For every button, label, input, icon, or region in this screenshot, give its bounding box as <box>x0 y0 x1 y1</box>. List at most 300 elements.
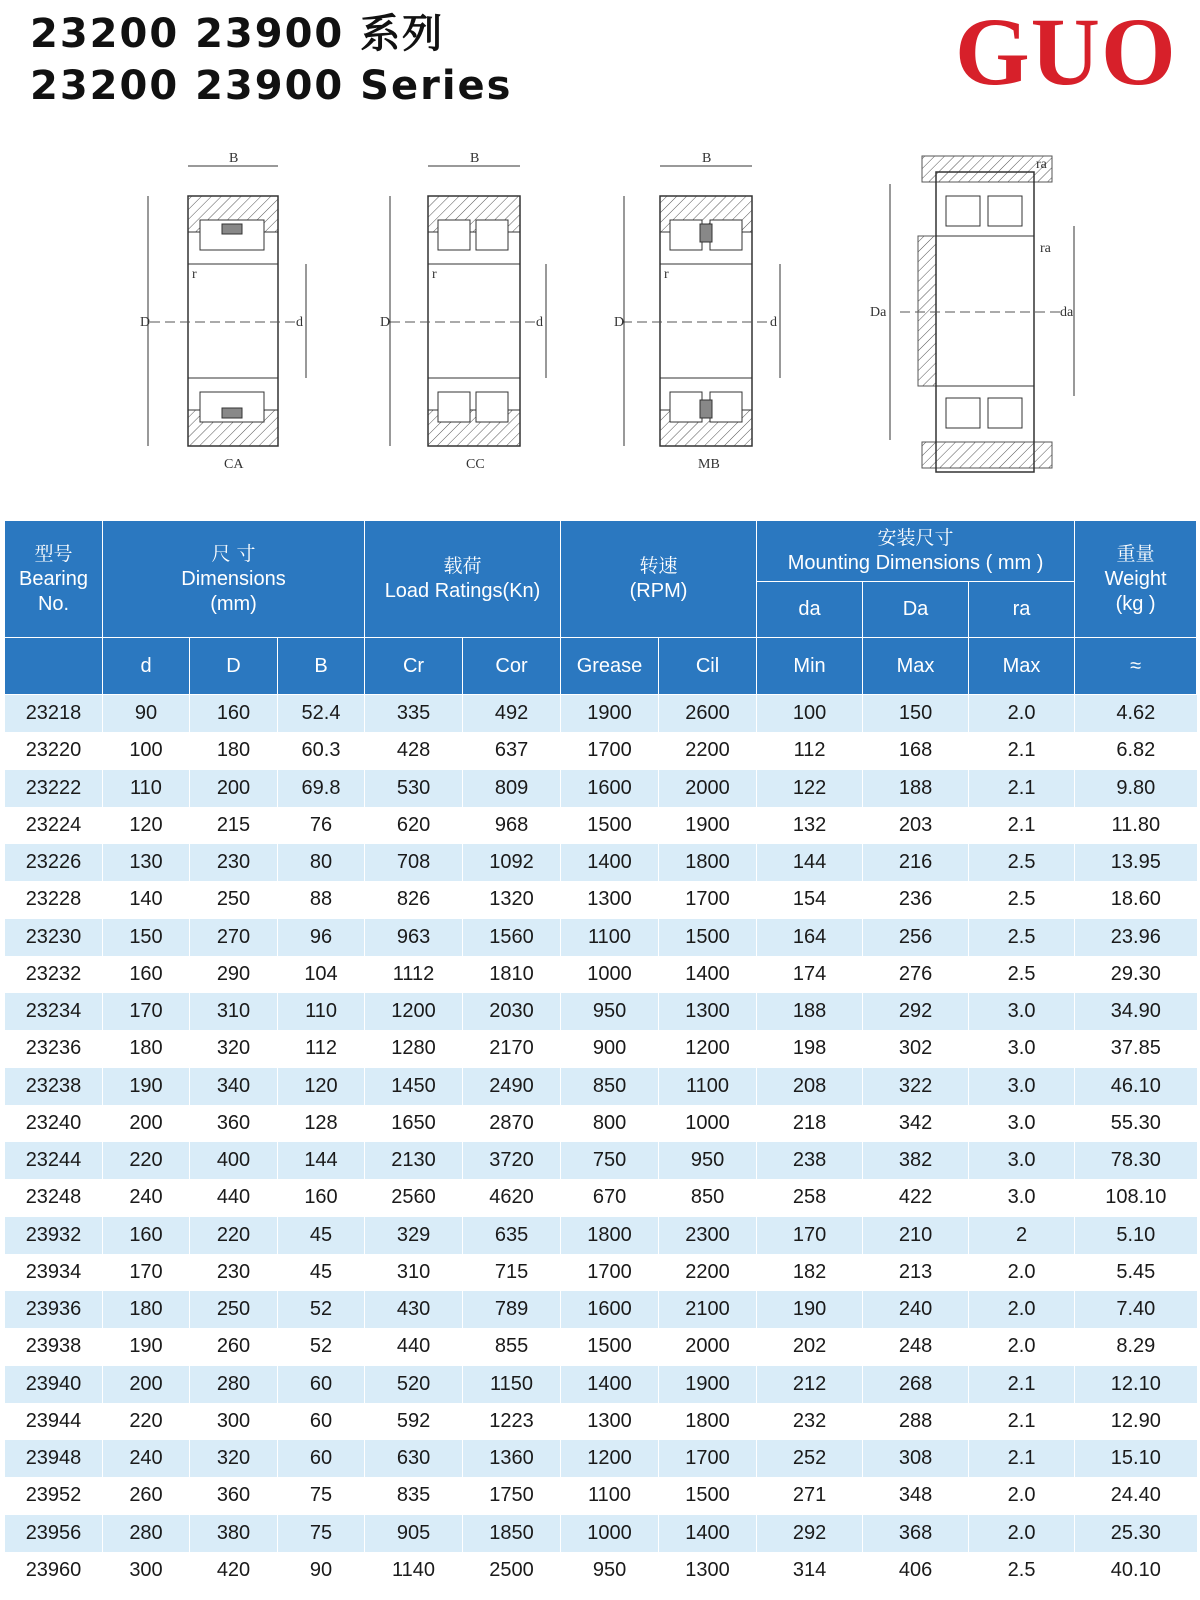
cell-cr: 905 <box>365 1515 463 1552</box>
cell-Da-max: 268 <box>863 1366 969 1403</box>
table-row <box>5 1515 1197 1552</box>
cell-cor: 2870 <box>463 1105 561 1142</box>
cell-B: 52 <box>278 1291 365 1328</box>
cell-Da-max: 216 <box>863 844 969 881</box>
cell-B: 128 <box>278 1105 365 1142</box>
header-bearing-no: 型号 Bearing No. <box>5 521 103 638</box>
brand-logo: GUO <box>955 0 1177 105</box>
cell-da-min: 271 <box>757 1477 863 1514</box>
header-da: da <box>757 582 863 638</box>
cell-cor: 1810 <box>463 956 561 993</box>
cell-D: 380 <box>190 1515 278 1552</box>
header-mounting: 安装尺寸 Mounting Dimensions ( mm ) <box>757 521 1075 582</box>
cell-cor: 1850 <box>463 1515 561 1552</box>
cell-B: 60 <box>278 1403 365 1440</box>
cell-B: 60.3 <box>278 732 365 769</box>
cell-Da-max: 188 <box>863 770 969 807</box>
cell-d: 150 <box>103 919 190 956</box>
cell-D: 230 <box>190 844 278 881</box>
cell-bearing-no: 23222 <box>5 770 103 807</box>
cell-weight: 55.30 <box>1075 1105 1197 1142</box>
cell-ra-max: 2.5 <box>969 844 1075 881</box>
cell-da-min: 232 <box>757 1403 863 1440</box>
cell-ra-max: 2.0 <box>969 1291 1075 1328</box>
cell-d: 180 <box>103 1030 190 1067</box>
header-ra: ra <box>969 582 1075 638</box>
cell-da-min: 154 <box>757 881 863 918</box>
cell-d: 120 <box>103 807 190 844</box>
table-row <box>5 1217 1197 1254</box>
cell-B: 60 <box>278 1440 365 1477</box>
cell-cor: 637 <box>463 732 561 769</box>
cell-bearing-no: 23240 <box>5 1105 103 1142</box>
cell-da-min: 252 <box>757 1440 863 1477</box>
cell-grease: 1400 <box>561 844 659 881</box>
table-row <box>5 1254 1197 1291</box>
table-row <box>5 1179 1197 1216</box>
cell-cil: 1800 <box>659 1403 757 1440</box>
table-row <box>5 1030 1197 1067</box>
cell-B: 76 <box>278 807 365 844</box>
cell-weight: 11.80 <box>1075 807 1197 844</box>
cell-cil: 1700 <box>659 1440 757 1477</box>
cell-ra-max: 2.1 <box>969 807 1075 844</box>
cell-cil: 1100 <box>659 1068 757 1105</box>
cell-cil: 1900 <box>659 1366 757 1403</box>
cell-da-min: 170 <box>757 1217 863 1254</box>
table-row <box>5 956 1197 993</box>
cell-Da-max: 210 <box>863 1217 969 1254</box>
cell-grease: 1700 <box>561 1254 659 1291</box>
cell-da-min: 202 <box>757 1328 863 1365</box>
cell-grease: 850 <box>561 1068 659 1105</box>
cell-da-min: 164 <box>757 919 863 956</box>
cell-cr: 428 <box>365 732 463 769</box>
cell-cor: 2500 <box>463 1552 561 1589</box>
cell-grease: 1700 <box>561 732 659 769</box>
cell-bearing-no: 23220 <box>5 732 103 769</box>
cell-ra-max: 3.0 <box>969 1068 1075 1105</box>
cell-Da-max: 236 <box>863 881 969 918</box>
cell-cr: 1140 <box>365 1552 463 1589</box>
dim-D-label-2: D <box>380 315 391 330</box>
cell-grease: 1500 <box>561 1328 659 1365</box>
bearing-spec-table <box>4 520 1197 1589</box>
cell-da-min: 144 <box>757 844 863 881</box>
table-row <box>5 1366 1197 1403</box>
cell-cil: 2200 <box>659 1254 757 1291</box>
cell-d: 260 <box>103 1477 190 1514</box>
cell-ra-max: 2.0 <box>969 1515 1075 1552</box>
cell-da-min: 258 <box>757 1179 863 1216</box>
cell-bearing-no: 23230 <box>5 919 103 956</box>
cell-cr: 2560 <box>365 1179 463 1216</box>
header-B: B <box>278 638 365 695</box>
diagram-cc-label: CC <box>466 457 485 472</box>
title-line-1: 23200 23900 系列 <box>30 11 445 57</box>
cell-d: 190 <box>103 1068 190 1105</box>
cell-D: 310 <box>190 993 278 1030</box>
cell-cr: 826 <box>365 881 463 918</box>
cell-cr: 592 <box>365 1403 463 1440</box>
cell-B: 69.8 <box>278 770 365 807</box>
cell-D: 215 <box>190 807 278 844</box>
cell-cr: 1200 <box>365 993 463 1030</box>
table-row <box>5 881 1197 918</box>
cell-B: 96 <box>278 919 365 956</box>
cell-cil: 1800 <box>659 844 757 881</box>
table-row <box>5 919 1197 956</box>
cell-da-min: 238 <box>757 1142 863 1179</box>
cell-da-min: 198 <box>757 1030 863 1067</box>
cell-cil: 1400 <box>659 1515 757 1552</box>
cell-ra-max: 2.0 <box>969 695 1075 733</box>
cell-ra-max: 3.0 <box>969 1030 1075 1067</box>
cell-cor: 789 <box>463 1291 561 1328</box>
cell-grease: 750 <box>561 1142 659 1179</box>
cell-bearing-no: 23934 <box>5 1254 103 1291</box>
cell-bearing-no: 23936 <box>5 1291 103 1328</box>
cell-grease: 1000 <box>561 1515 659 1552</box>
cell-D: 400 <box>190 1142 278 1179</box>
cell-Da-max: 292 <box>863 993 969 1030</box>
cell-cor: 2170 <box>463 1030 561 1067</box>
table-row <box>5 695 1197 733</box>
cell-da-min: 132 <box>757 807 863 844</box>
table-row <box>5 844 1197 881</box>
cell-cil: 1500 <box>659 1477 757 1514</box>
header-speed: 转速 (RPM) <box>561 521 757 638</box>
cell-B: 45 <box>278 1217 365 1254</box>
cell-d: 170 <box>103 1254 190 1291</box>
cell-cor: 855 <box>463 1328 561 1365</box>
cell-Da-max: 213 <box>863 1254 969 1291</box>
cell-B: 144 <box>278 1142 365 1179</box>
cell-d: 280 <box>103 1515 190 1552</box>
cell-B: 60 <box>278 1366 365 1403</box>
cell-d: 90 <box>103 695 190 733</box>
cell-d: 170 <box>103 993 190 1030</box>
cell-D: 320 <box>190 1030 278 1067</box>
cell-weight: 12.10 <box>1075 1366 1197 1403</box>
cell-weight: 6.82 <box>1075 732 1197 769</box>
cell-da-min: 122 <box>757 770 863 807</box>
cell-B: 160 <box>278 1179 365 1216</box>
cell-B: 52 <box>278 1328 365 1365</box>
table-row <box>5 993 1197 1030</box>
cell-D: 320 <box>190 1440 278 1477</box>
cell-cr: 310 <box>365 1254 463 1291</box>
table-row <box>5 1477 1197 1514</box>
cell-cor: 1150 <box>463 1366 561 1403</box>
cell-bearing-no: 23248 <box>5 1179 103 1216</box>
cell-B: 90 <box>278 1552 365 1589</box>
cell-Da-max: 348 <box>863 1477 969 1514</box>
diagram-mb <box>614 151 780 472</box>
header-Da: Da <box>863 582 969 638</box>
cell-bearing-no: 23944 <box>5 1403 103 1440</box>
cell-cor: 968 <box>463 807 561 844</box>
bearing-diagrams <box>0 150 1200 490</box>
header-approx: ≈ <box>1075 638 1197 695</box>
cell-cil: 2000 <box>659 1328 757 1365</box>
cell-B: 110 <box>278 993 365 1030</box>
cell-grease: 950 <box>561 993 659 1030</box>
cell-cor: 2030 <box>463 993 561 1030</box>
cell-bearing-no: 23938 <box>5 1328 103 1365</box>
cell-D: 270 <box>190 919 278 956</box>
cell-d: 100 <box>103 732 190 769</box>
cell-grease: 1600 <box>561 770 659 807</box>
cell-da-min: 112 <box>757 732 863 769</box>
cell-grease: 1100 <box>561 919 659 956</box>
dim-ra-label-top: ra <box>1036 157 1047 172</box>
cell-cr: 708 <box>365 844 463 881</box>
cell-grease: 1300 <box>561 881 659 918</box>
cell-ra-max: 2.5 <box>969 1552 1075 1589</box>
cell-Da-max: 256 <box>863 919 969 956</box>
table-row <box>5 1403 1197 1440</box>
cell-grease: 1000 <box>561 956 659 993</box>
table-row <box>5 1291 1197 1328</box>
cell-bearing-no: 23238 <box>5 1068 103 1105</box>
cell-D: 200 <box>190 770 278 807</box>
cell-cr: 1112 <box>365 956 463 993</box>
cell-d: 190 <box>103 1328 190 1365</box>
diagram-ca-label: CA <box>224 457 244 472</box>
cell-D: 420 <box>190 1552 278 1589</box>
cell-cil: 2300 <box>659 1217 757 1254</box>
diagram-cc <box>380 151 546 472</box>
cell-da-min: 212 <box>757 1366 863 1403</box>
table-row <box>5 1068 1197 1105</box>
diagram-ca <box>140 151 306 472</box>
cell-d: 200 <box>103 1366 190 1403</box>
cell-cil: 1700 <box>659 881 757 918</box>
header-D: D <box>190 638 278 695</box>
dim-r-label: r <box>192 267 197 282</box>
cell-d: 240 <box>103 1179 190 1216</box>
cell-D: 440 <box>190 1179 278 1216</box>
cell-cr: 440 <box>365 1328 463 1365</box>
cell-weight: 15.10 <box>1075 1440 1197 1477</box>
cell-D: 290 <box>190 956 278 993</box>
cell-ra-max: 2 <box>969 1217 1075 1254</box>
cell-Da-max: 248 <box>863 1328 969 1365</box>
cell-da-min: 292 <box>757 1515 863 1552</box>
cell-grease: 800 <box>561 1105 659 1142</box>
cell-weight: 12.90 <box>1075 1403 1197 1440</box>
cell-cil: 1200 <box>659 1030 757 1067</box>
cell-weight: 46.10 <box>1075 1068 1197 1105</box>
header-min: Min <box>757 638 863 695</box>
cell-cr: 835 <box>365 1477 463 1514</box>
cell-ra-max: 3.0 <box>969 1105 1075 1142</box>
cell-bearing-no: 23218 <box>5 695 103 733</box>
dim-D-label-3: D <box>614 315 625 330</box>
cell-weight: 5.45 <box>1075 1254 1197 1291</box>
cell-cil: 2200 <box>659 732 757 769</box>
cell-weight: 4.62 <box>1075 695 1197 733</box>
cell-D: 250 <box>190 1291 278 1328</box>
cell-cr: 1650 <box>365 1105 463 1142</box>
cell-weight: 9.80 <box>1075 770 1197 807</box>
header-grease: Grease <box>561 638 659 695</box>
cell-bearing-no: 23956 <box>5 1515 103 1552</box>
cell-grease: 1200 <box>561 1440 659 1477</box>
cell-Da-max: 382 <box>863 1142 969 1179</box>
table-row <box>5 1440 1197 1477</box>
cell-Da-max: 150 <box>863 695 969 733</box>
cell-weight: 23.96 <box>1075 919 1197 956</box>
cell-Da-max: 168 <box>863 732 969 769</box>
cell-d: 110 <box>103 770 190 807</box>
cell-bearing-no: 23948 <box>5 1440 103 1477</box>
cell-cor: 1360 <box>463 1440 561 1477</box>
table-row <box>5 1328 1197 1365</box>
header-dimensions: 尺 寸 Dimensions (mm) <box>103 521 365 638</box>
cell-cor: 1560 <box>463 919 561 956</box>
cell-cil: 1900 <box>659 807 757 844</box>
cell-weight: 24.40 <box>1075 1477 1197 1514</box>
cell-cr: 620 <box>365 807 463 844</box>
header-load-ratings: 载荷 Load Ratings(Kn) <box>365 521 561 638</box>
cell-ra-max: 2.0 <box>969 1254 1075 1291</box>
header-d: d <box>103 638 190 695</box>
cell-da-min: 190 <box>757 1291 863 1328</box>
dim-b-label-2: B <box>470 151 480 166</box>
cell-cil: 850 <box>659 1179 757 1216</box>
cell-grease: 1900 <box>561 695 659 733</box>
cell-Da-max: 342 <box>863 1105 969 1142</box>
table-body <box>5 695 1197 1590</box>
header-bearing-blank <box>5 638 103 695</box>
dim-ra-label: ra <box>1040 241 1051 256</box>
cell-D: 220 <box>190 1217 278 1254</box>
cell-grease: 1400 <box>561 1366 659 1403</box>
cell-d: 220 <box>103 1403 190 1440</box>
cell-B: 112 <box>278 1030 365 1067</box>
cell-weight: 18.60 <box>1075 881 1197 918</box>
cell-grease: 670 <box>561 1179 659 1216</box>
cell-cor: 1750 <box>463 1477 561 1514</box>
cell-weight: 37.85 <box>1075 1030 1197 1067</box>
cell-ra-max: 3.0 <box>969 1179 1075 1216</box>
page-title <box>30 8 512 112</box>
dim-Da-label: Da <box>870 305 887 320</box>
cell-cil: 1300 <box>659 1552 757 1589</box>
cell-weight: 29.30 <box>1075 956 1197 993</box>
cell-da-min: 174 <box>757 956 863 993</box>
cell-B: 52.4 <box>278 695 365 733</box>
cell-D: 180 <box>190 732 278 769</box>
cell-B: 80 <box>278 844 365 881</box>
cell-d: 300 <box>103 1552 190 1589</box>
cell-Da-max: 203 <box>863 807 969 844</box>
cell-D: 360 <box>190 1477 278 1514</box>
cell-bearing-no: 23940 <box>5 1366 103 1403</box>
cell-da-min: 218 <box>757 1105 863 1142</box>
cell-cr: 963 <box>365 919 463 956</box>
header-max-da: Max <box>863 638 969 695</box>
cell-da-min: 100 <box>757 695 863 733</box>
header-weight: 重量 Weight (kg ) <box>1075 521 1197 638</box>
cell-Da-max: 240 <box>863 1291 969 1328</box>
cell-cr: 520 <box>365 1366 463 1403</box>
cell-cor: 3720 <box>463 1142 561 1179</box>
cell-weight: 34.90 <box>1075 993 1197 1030</box>
cell-cor: 1223 <box>463 1403 561 1440</box>
cell-d: 240 <box>103 1440 190 1477</box>
cell-Da-max: 406 <box>863 1552 969 1589</box>
cell-cil: 1400 <box>659 956 757 993</box>
cell-da-min: 314 <box>757 1552 863 1589</box>
cell-cor: 2490 <box>463 1068 561 1105</box>
cell-bearing-no: 23228 <box>5 881 103 918</box>
table-row <box>5 732 1197 769</box>
cell-cor: 715 <box>463 1254 561 1291</box>
header-cor: Cor <box>463 638 561 695</box>
dim-d-label-3: d <box>770 315 777 330</box>
cell-bearing-no: 23244 <box>5 1142 103 1179</box>
cell-bearing-no: 23960 <box>5 1552 103 1589</box>
table-row <box>5 770 1197 807</box>
cell-grease: 1600 <box>561 1291 659 1328</box>
cell-cr: 630 <box>365 1440 463 1477</box>
header-cr: Cr <box>365 638 463 695</box>
cell-da-min: 188 <box>757 993 863 1030</box>
cell-cor: 635 <box>463 1217 561 1254</box>
cell-cor: 1092 <box>463 844 561 881</box>
table-row <box>5 1552 1197 1589</box>
cell-cor: 492 <box>463 695 561 733</box>
cell-B: 75 <box>278 1477 365 1514</box>
cell-bearing-no: 23234 <box>5 993 103 1030</box>
dim-d-label: d <box>296 315 303 330</box>
cell-weight: 13.95 <box>1075 844 1197 881</box>
cell-Da-max: 368 <box>863 1515 969 1552</box>
cell-B: 75 <box>278 1515 365 1552</box>
cell-cil: 1300 <box>659 993 757 1030</box>
cell-bearing-no: 23952 <box>5 1477 103 1514</box>
dim-r-label-3: r <box>664 267 669 282</box>
cell-d: 180 <box>103 1291 190 1328</box>
cell-cil: 2000 <box>659 770 757 807</box>
cell-ra-max: 2.5 <box>969 919 1075 956</box>
cell-d: 200 <box>103 1105 190 1142</box>
cell-cil: 1500 <box>659 919 757 956</box>
header-cil: Cil <box>659 638 757 695</box>
cell-cr: 530 <box>365 770 463 807</box>
cell-D: 160 <box>190 695 278 733</box>
cell-bearing-no: 23932 <box>5 1217 103 1254</box>
cell-cr: 335 <box>365 695 463 733</box>
cell-B: 45 <box>278 1254 365 1291</box>
cell-da-min: 208 <box>757 1068 863 1105</box>
cell-da-min: 182 <box>757 1254 863 1291</box>
cell-d: 140 <box>103 881 190 918</box>
cell-bearing-no: 23224 <box>5 807 103 844</box>
cell-D: 280 <box>190 1366 278 1403</box>
cell-ra-max: 2.0 <box>969 1328 1075 1365</box>
cell-Da-max: 276 <box>863 956 969 993</box>
cell-D: 340 <box>190 1068 278 1105</box>
cell-cr: 329 <box>365 1217 463 1254</box>
dim-r-label-2: r <box>432 267 437 282</box>
cell-B: 88 <box>278 881 365 918</box>
cell-bearing-no: 23226 <box>5 844 103 881</box>
cell-bearing-no: 23236 <box>5 1030 103 1067</box>
